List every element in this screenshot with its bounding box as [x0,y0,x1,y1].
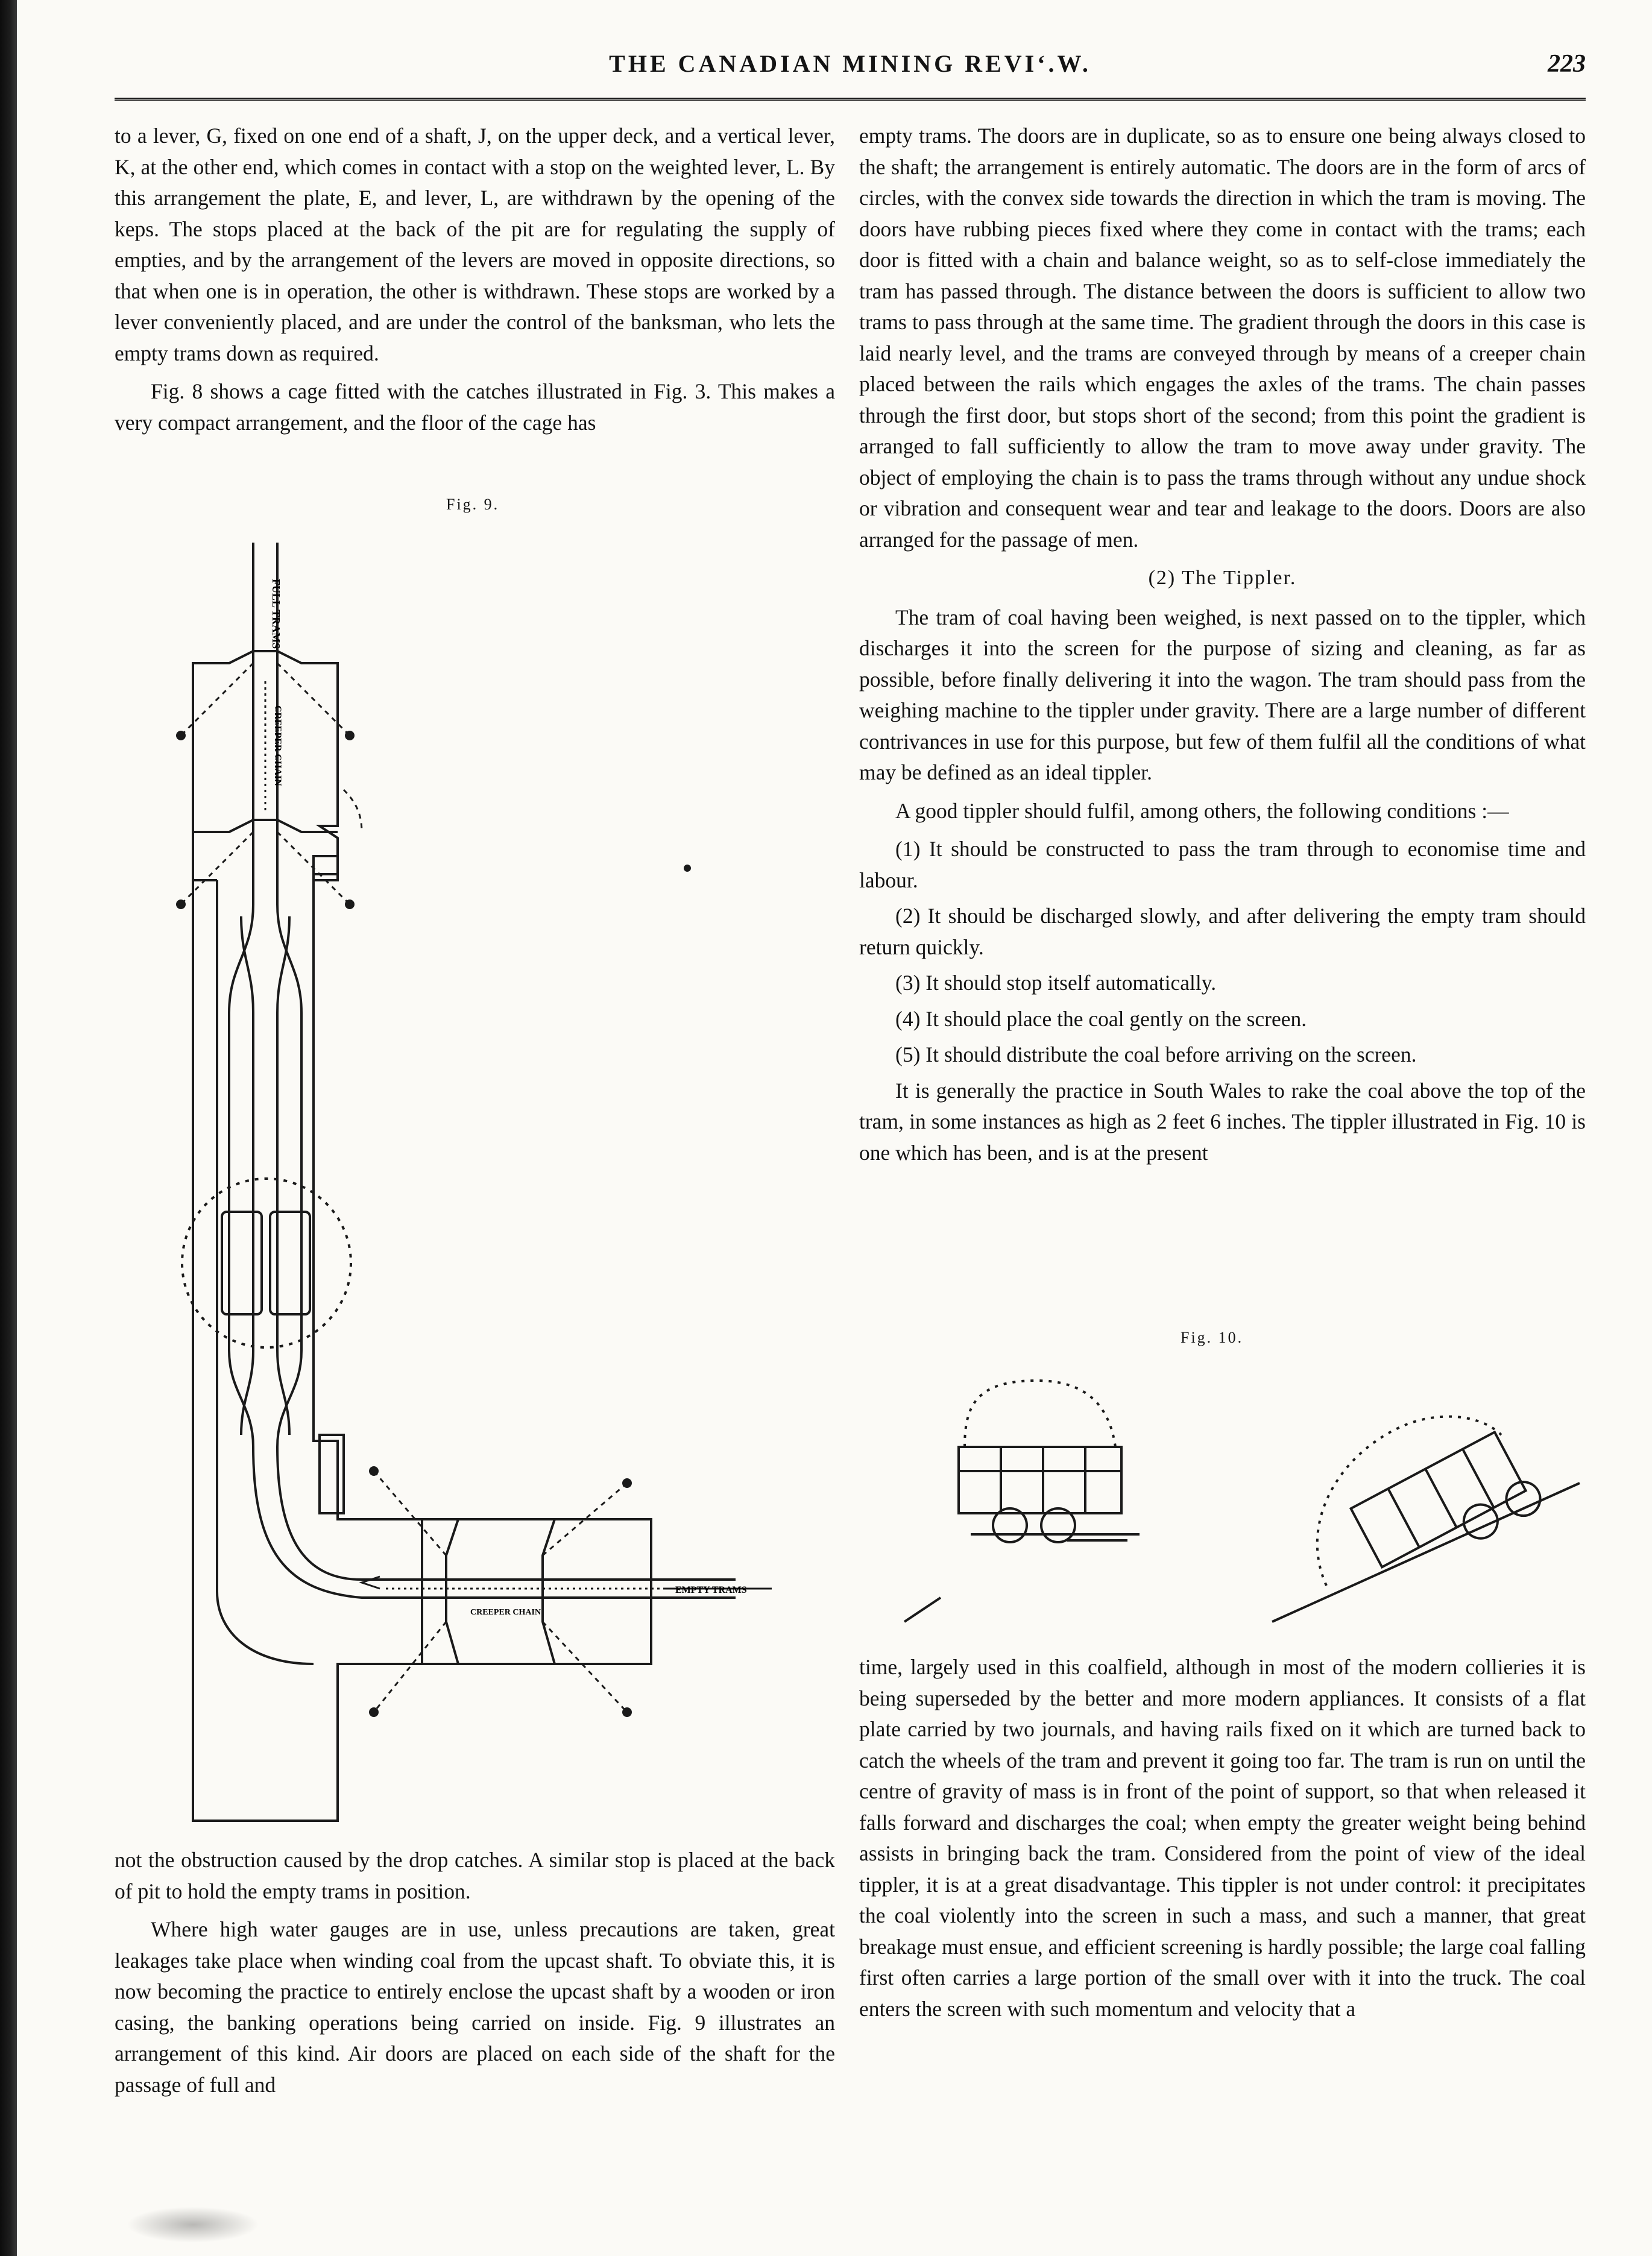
label-full-trams: FULL TRAMS [270,579,282,649]
ground-mark [904,1598,941,1622]
cage [270,1212,310,1314]
label-empty-trams: EMPTY TRAMS [675,1585,747,1595]
figure-9-caption: Fig. 9. [446,496,500,513]
track-line [277,916,289,1435]
section-heading: (2) The Tippler. [1148,567,1297,589]
paragraph: Fig. 8 shows a cage fitted with the catches illustrated in Fig. 3. This makes a very compact arrangement, and the floor of the cage has [115,379,835,435]
header-rule [115,98,1586,101]
figure-9-diagram [133,531,808,1833]
track-line [253,1447,736,1598]
figure-10-diagram [886,1369,1586,1628]
paragraph: to a lever, G, fixed on one end of a shaft, J, on the upper deck, and a vertical lever, K, at the other end, which comes in contact with a stop on the weighted lever, L. By this arrangement the plate, E, and lever, L, are withdrawn by the opening of the keps. The stops placed at the back of the pit are for regulating the supply of empties, and by the arrangement of the levers are moved in opposite directions, so that when one is in operation, the other is withdrawn. These stops are worked by a lever conveniently placed, and are under the control of the banksman, who lets the empty trams down as required. [115,124,835,365]
tram-upright [959,1447,1121,1513]
scan-smudge [127,2207,259,2243]
paragraph: A good tippler should fulfil, among others, the following conditions :— [895,798,1509,823]
condition-item: (3) It should stop itself automatically. [895,971,1217,995]
label-creeper-chain-horizontal: CREEPER CHAIN [470,1608,541,1617]
track-line [229,663,253,1447]
tippler-plate [1272,1483,1580,1622]
track-line [241,916,253,1435]
page-header [115,36,1586,90]
paragraph: It is generally the practice in South Wales to rake the coal above the top of the tram, in some instances as high as 2 feet 6 inches. The tippler illustrated in Fig. 10 is one which has been, and is at the present [859,1078,1586,1165]
condition-item: (4) It should place the coal gently on the screen. [895,1006,1307,1031]
cage [222,1212,262,1314]
paragraph: empty trams. The doors are in duplicate, so as to ensure one being always closed to the shaft; the arrangement is entirely automatic. The doors are in the form of arcs of circles, with the convex side towards the direction in which the tram is moving. The doors have rubbing pieces fixed where they come in contact with the trams; each door is fitted with a chain and balance weight, so as to self-close immediately the tram has passed through. The distance between the doors is sufficient to allow two trams to pass through at the same time. The gradient through the doors in this case is laid nearly level, and the trams are conveyed through by means of a creeper chain placed between the rails which engages the axles of the trams. The chain passes through the first door, but stops short of the second; from this point the gradient is arranged to fall sufficiently to allow the tram to move away under gravity. The object of employing the chain is to pass the trams through without any undue shock or vibration and consequent wear and tear and leakage to the doors. Doors are also arranged for the passage of men. [859,124,1586,552]
page-number: 223 [1548,50,1586,78]
condition-item: (5) It should distribute the coal before arriving on the screen. [895,1042,1417,1067]
figure-10-caption: Fig. 10. [1181,1329,1244,1346]
paragraph: not the obstruction caused by the drop catches. A similar stop is placed at the back of pit to hold the empty trams in position. [115,1848,835,1903]
label-creeper-chain: CREEPER CHAIN [273,705,283,786]
condition-item: (1) It should be constructed to pass the tram through to economise time and labour. [859,837,1586,892]
shaft-circle [182,1179,351,1347]
page-spine-shadow [0,0,17,2256]
condition-item: (2) It should be discharged slowly, and after delivering the empty tram should return quickly. [859,904,1586,959]
right-column-bottom [859,1652,1586,2032]
left-column-top [115,121,835,446]
right-column-top [859,121,1586,1176]
paragraph: Where high water gauges are in use, unless precautions are taken, great leakages take place when winding coal from the upcast shaft. To obviate this, it is now becoming the practice to entirely enclose the upcast shaft by a wooden or iron casing, the banking operations being carried on inside. Fig. 9 illustrates an arrangement of this kind. Air doors are placed on each side of the shaft for the passage of full and [115,1917,835,2097]
paragraph: The tram of coal having been weighed, is next passed on to the tippler, which discharges it into the screen for the purpose of sizing and cleaning, as far as possible, before finally delivering it into the wagon. The tram should pass from the weighing machine to the tippler under gravity. There are a large number of different contrivances in use for this purpose, but few of them fulfil all the conditions of what may be defined as an ideal tippler. [859,605,1586,784]
left-column-bottom [115,1845,835,2108]
running-title: THE CANADIAN MINING REVI‘.W. [609,50,1091,77]
air-door-top [193,820,338,832]
track-line [277,1447,736,1580]
casing-outline [193,651,422,1821]
paragraph: time, largely used in this coalfield, although in most of the modern collieries it is being superseded by the better and more modern appliances. It consists of a flat plate carried by two journals, and having rails fixed on it which are turned back to catch the wheels of the tram and prevent it going too far. The tram is run on until the centre of gravity of mass is in front of the point of support, so that when released it falls forward and discharges the coal; when empty the greater weight being behind assists in bringing back the tram. Considered from the point of view of the ideal tippler, it is at a great disadvantage. This tippler is not under control: it precipitates the coal violently into the screen in such a mass, and such a manner, that great breakage must ensue, and efficient screening is hardly possible; the large coal falling first often carries a large portion of the small over with it into the truck. The coal enters the screen with such momentum and velocity that a [859,1655,1586,2021]
